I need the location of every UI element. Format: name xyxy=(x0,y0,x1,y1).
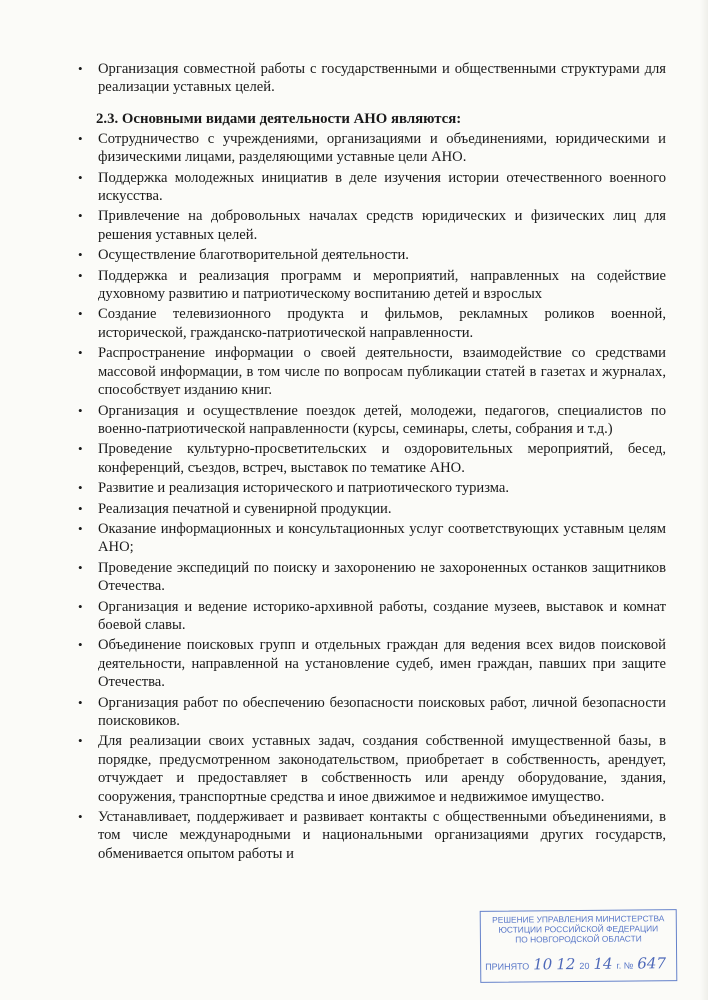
bullet-icon: • xyxy=(78,441,83,457)
list-item xyxy=(78,440,666,477)
stamp-date-row xyxy=(485,954,672,974)
bullet-icon: • xyxy=(78,130,83,146)
list-item-text: Сотрудничество с учреждениями, организациями и объединениями, юридическими и физическими лицами, разделяющими уставные цели АНО. xyxy=(98,130,666,166)
bullet-icon: • xyxy=(78,559,83,575)
list-item-text: Организация и осуществление поездок детей, молодежи, педагогов, специалистов по военно-патриотической направленности (курсы, семинары, слеты, собрания и т.д.) xyxy=(98,402,666,437)
bullet-icon: • xyxy=(78,61,83,76)
list-item xyxy=(78,598,666,635)
list-item-text: Распространение информации о своей деятельности, взаимодействие со средствами массовой информации, в том числе по вопросам публикации статей в газетах и журналах, способствует изданию книг. xyxy=(98,345,666,399)
list-item-text: Привлечение на добровольных началах средств юридических и физических лиц для решения уставных целей. xyxy=(98,208,666,243)
list-item-text: Создание телевизионного продукта и фильмов, рекламных роликов военной, исторической, гражданско-патриотической направленности. xyxy=(98,306,666,341)
list-item xyxy=(78,808,666,863)
list-item-text: Организация работ по обеспечению безопасности поисковых работ, личной безопасности поисковиков. xyxy=(98,694,666,729)
stamp-accepted-label: ПРИНЯТО xyxy=(485,961,530,972)
bullet-icon: • xyxy=(78,480,83,496)
list-item-text: Организация совместной работы с государственными и общественными структурами для реализации уставных целей. xyxy=(98,61,666,96)
document-body xyxy=(78,60,666,865)
list-item-text: Реализация печатной и сувенирной продукции. xyxy=(98,500,392,517)
bullet-icon: • xyxy=(78,402,83,418)
list-item-text: Проведение экспедиций по поиску и захоронению не захороненных останков защитников Отечества. xyxy=(98,559,666,595)
section-heading: 2.3. Основными видами деятельности АНО являются: xyxy=(96,110,462,127)
list-item xyxy=(78,402,666,439)
registration-stamp xyxy=(480,909,678,983)
list-item xyxy=(78,500,666,518)
list-item-text: Объединение поисковых групп и отдельных граждан для ведения всех видов поисковой деятельности, направленной на установление судеб, имен граждан, павших при защите Отечества. xyxy=(98,637,666,691)
list-item-text: Организация и ведение историко-архивной работы, создание музеев, выставок и комнат боевой славы. xyxy=(98,598,666,633)
stamp-month: 12 xyxy=(556,955,576,974)
stamp-year: 14 xyxy=(593,954,613,973)
bullet-icon: • xyxy=(78,345,83,361)
bullet-icon: • xyxy=(78,500,83,516)
list-item-text: Поддержка и реализация программ и мероприятий, направленных на содействие духовному развитию и патриотическому воспитанию детей и взрослых xyxy=(98,267,666,303)
list-item xyxy=(78,520,666,557)
list-item-text: Устанавливает, поддерживает и развивает контакты с общественными объединениями, в том числе международными и национальными организациями других государств, обменивается опытом работы и xyxy=(98,809,666,862)
list-item xyxy=(78,246,666,264)
stamp-line-3: ПО НОВГОРОДСКОЙ ОБЛАСТИ xyxy=(515,933,642,945)
bullet-icon: • xyxy=(78,169,83,185)
list-item xyxy=(78,267,666,304)
bullet-icon: • xyxy=(78,598,83,614)
bullet-icon: • xyxy=(78,694,83,710)
activity-list xyxy=(78,130,666,863)
list-item-text: Осуществление благотворительной деятельности. xyxy=(98,247,409,264)
bullet-icon: • xyxy=(78,267,83,283)
list-item xyxy=(78,169,666,206)
list-item-text: Оказание информационных и консультационных услуг соответствующих уставным целям АНО; xyxy=(98,520,666,556)
bullet-icon: • xyxy=(78,208,83,224)
list-item-text: Поддержка молодежных инициатив в деле изучения истории отечественного военного искусства. xyxy=(98,169,666,205)
scan-edge xyxy=(700,0,708,1000)
list-item xyxy=(78,559,666,596)
stamp-line-1: РЕШЕНИЕ УПРАВЛЕНИЯ МИНИСТЕРСТВА xyxy=(492,913,665,925)
bullet-icon: • xyxy=(78,247,83,263)
list-item xyxy=(78,305,666,342)
list-item xyxy=(78,344,666,399)
bullet-icon: • xyxy=(78,809,83,825)
list-item-text: Развитие и реализация исторического и патриотического туризма. xyxy=(98,480,510,497)
list-item-text: Для реализации своих уставных задач, создания собственной имущественной базы, в порядке, предусмотренном законодательством, приобретает в собственность, арендует, отчуждает и предоставляет в собственность или аренду оборудование, здания, сооружения, транспортные средства и иное движимое и недвижимое имущество. xyxy=(98,733,666,805)
list-item xyxy=(78,732,666,806)
list-item xyxy=(78,636,666,691)
stamp-day: 10 xyxy=(533,955,553,974)
bullet-icon: • xyxy=(78,733,83,749)
list-item xyxy=(78,60,666,97)
list-item-text: Проведение культурно-просветительских и оздоровительных мероприятий, бесед, конференций, съездов, встреч, выставок по тематике АНО. xyxy=(98,441,666,476)
stamp-line-2: ЮСТИЦИИ РОССИЙСКОЙ ФЕДЕРАЦИИ xyxy=(498,923,659,935)
stamp-number-label: г. № xyxy=(616,960,634,971)
bullet-icon: • xyxy=(78,520,83,536)
bullet-icon: • xyxy=(78,306,83,322)
list-item xyxy=(78,130,666,167)
bullet-icon: • xyxy=(78,637,83,653)
list-item xyxy=(78,207,666,244)
list-item xyxy=(78,479,666,497)
stamp-year-prefix: 20 xyxy=(579,960,590,971)
stamp-number: 647 xyxy=(637,954,667,973)
intro-list xyxy=(78,60,666,97)
list-item xyxy=(78,694,666,731)
